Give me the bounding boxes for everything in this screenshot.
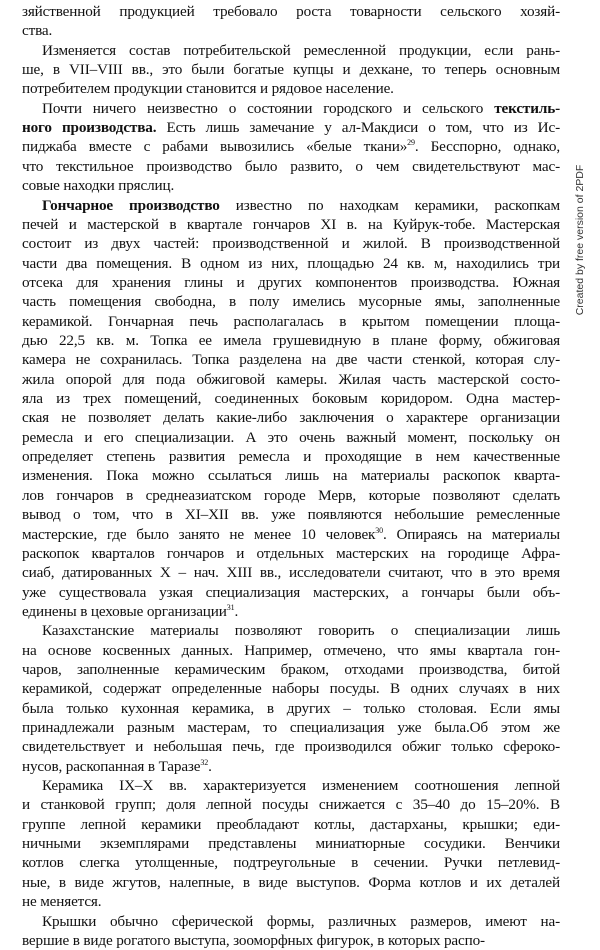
- line-text: дью 22,5 кв. м. Топка ее имела грушевидную в плане форму, обжиговая: [22, 332, 560, 349]
- bold-term: текстиль-: [494, 99, 560, 117]
- line-text: ше, в VII–VIII вв., это были богатые купцы и дехкане, то теперь основным: [22, 61, 560, 79]
- line-text: камера не сохранилась. Топка разделена на две части стенкой, которая слу-: [22, 351, 560, 369]
- line-text: и станковой групп; доля лепной посуды снижается с 35–40 до 15–20%. В: [22, 796, 560, 814]
- line-text: единены в цеховые организации: [22, 602, 227, 620]
- text-line: [22, 563, 560, 582]
- line-text-after: .: [234, 602, 239, 620]
- text-line: [22, 699, 560, 718]
- line-text: Керамика IX–X вв. характеризуется изменением соотношения лепной: [42, 777, 560, 794]
- line-text: Казахстанские материалы позволяют говорить о специализации лишь: [42, 622, 560, 640]
- footnote-ref: 31: [226, 602, 235, 612]
- text-line: [22, 486, 560, 505]
- text-line: [22, 525, 560, 544]
- text-line: [22, 641, 560, 660]
- line-text: группе лепной керамики преобладают котлы, дастарханы, крышки; еди-: [22, 815, 560, 833]
- line-text: Есть лишь замечание у ал-Макдиси о том, что из Ис-: [156, 119, 560, 137]
- text-line: [22, 2, 560, 21]
- line-text: состоит из двух частей: производственной и жилой. В производственной: [22, 235, 560, 253]
- line-text: ничными экземплярами представлены миниатюрные сосудики. Венчики: [22, 835, 560, 853]
- text-line: [22, 215, 560, 234]
- text-line: [22, 350, 560, 369]
- footnote-ref: 29: [407, 138, 415, 148]
- line-text: ская не позволяет делать какие-либо заключения о характере организации: [22, 409, 560, 427]
- text-line: [22, 254, 560, 273]
- line-text: нусов, раскопанная в Таразе: [22, 757, 201, 775]
- line-text: Крышки обычно сферической формы, различных размеров, имеют на-: [42, 912, 560, 930]
- line-text: жила опорой для пода обжиговой камеры. Жилая часть мастерской состо-: [22, 370, 560, 388]
- line-text-after: . Бесспорно, однако,: [414, 138, 561, 156]
- line-text-after: . Опираясь на материалы: [383, 525, 560, 543]
- text-line: [22, 447, 560, 466]
- line-text: вывод о том, что в XI–XII вв. уже появляются небольшие ремесленные: [22, 506, 560, 524]
- line-text: котлов слегка утолщенные, подтреугольные в сечении. Ручки петлевид-: [22, 854, 560, 872]
- text-line: [22, 331, 560, 350]
- text-line: [42, 41, 560, 60]
- line-text: свидетельствует и небольшая печь, где производился обжиг только сфероко-: [22, 738, 560, 756]
- text-line: [22, 466, 560, 485]
- text-line: [22, 834, 560, 853]
- line-text: потребителем продукции становится и рядовое население.: [22, 80, 394, 98]
- line-text: определяет степень развития ремесла и проходящие в нем качественные: [22, 448, 560, 466]
- line-text: чаров, заполненные керамическим браком, отходами производства, битой: [22, 660, 560, 678]
- line-text: пиджаба вместе с рабами вывозились «белые ткани»: [22, 138, 408, 156]
- text-line: [22, 737, 560, 756]
- watermark-text: Created by free version of 2PDF: [574, 164, 586, 316]
- line-text: керамикой. Гончарная печь располагалась в крытом помещении площа-: [22, 312, 560, 330]
- text-line: [22, 21, 560, 40]
- line-text: уже существовала узкая специализация мастерских, а гончары были объ-: [22, 583, 560, 601]
- line-text: яла из трех помещений, соединенных боковым коридором. Одна мастер-: [22, 390, 560, 407]
- line-text: раскопок кварталов гончаров и отдельных мастерских на городище Афра-: [22, 544, 560, 562]
- line-text: вершие в виде рогатого выступа, зооморфных фигурок, в которых распо-: [22, 931, 485, 949]
- text-line: [22, 505, 560, 524]
- text-line: [22, 718, 560, 737]
- text-line: [22, 795, 560, 814]
- line-text: части два помещения. В одном из них, площадью 24 кв. м, находились три: [22, 254, 560, 272]
- line-text: ные, в виде жгутов, налепные, в виде выступов. Форма котлов и их деталей: [22, 873, 560, 891]
- line-text: Изменяется состав потребительской ремесленной продукции, если рань-: [42, 41, 560, 59]
- line-text: Почти ничего неизвестно о состоянии городского и сельского: [42, 99, 495, 117]
- line-text: изменения. Пока можно ссылаться лишь на материалы раскопок кварта-: [22, 467, 560, 485]
- watermark: [567, 130, 593, 350]
- text-line: [42, 621, 560, 640]
- line-text: зяйственной продукцией требовало роста товарности сельского хозяй-: [22, 3, 560, 20]
- line-text: была только кухонная керамика, в других – только столовая. Если ямы: [22, 699, 560, 717]
- line-text: что текстильное производство было развито, о чем свидетельствуют мас-: [22, 157, 560, 175]
- text-line: [42, 776, 560, 795]
- text-line: [22, 428, 560, 447]
- bold-term: Гончарное производство: [42, 196, 220, 214]
- line-text: известно по находкам керамики, раскопкам: [219, 196, 560, 214]
- text-line: [22, 583, 560, 602]
- text-line: [22, 79, 560, 98]
- text-line: [22, 389, 560, 408]
- text-line: [22, 544, 560, 563]
- text-line: [22, 408, 560, 427]
- text-line: [22, 157, 560, 176]
- text-line: [42, 196, 560, 215]
- footnote-ref: 32: [200, 757, 209, 767]
- text-line: [22, 137, 560, 156]
- line-text: отсека для хранения глины и других компонентов производства. Южная: [22, 273, 560, 291]
- line-text: совые находки пряслиц.: [22, 177, 175, 195]
- line-text: часть помещения свободна, в полу имелись мусорные ямы, заполненные: [22, 293, 560, 311]
- line-text: на основе косвенных данных. Например, отмечено, что ямы квартала гон-: [22, 641, 560, 659]
- text-line: [22, 815, 560, 834]
- text-line: [22, 602, 560, 621]
- line-text: не меняется.: [22, 893, 102, 911]
- text-line: [42, 99, 560, 118]
- text-line: [22, 292, 560, 311]
- text-line: [22, 873, 560, 892]
- text-line: [22, 892, 560, 911]
- footnote-ref: 30: [375, 525, 383, 535]
- text-line: [22, 370, 560, 389]
- text-line: [22, 273, 560, 292]
- line-text: ремесла и его специализации. А это очень важный момент, поскольку он: [22, 428, 560, 446]
- line-text: печей и мастерской в квартале гончаров XI в. на Куйрук-тобе. Мастерская: [22, 215, 560, 233]
- line-text-after: .: [208, 757, 212, 775]
- line-text: принадлежали разным мастерам, то специализация уже была.Об этом же: [22, 719, 560, 736]
- text-line: [22, 679, 560, 698]
- line-text: сиаб, датированных X – нач. XIII вв., исследователи считают, что в это время: [22, 564, 560, 582]
- line-text: мастерские, где было занято не менее 10 человек: [22, 525, 376, 543]
- text-line: [22, 60, 560, 79]
- text-line: [22, 931, 560, 950]
- text-line: [22, 660, 560, 679]
- text-line: [22, 118, 560, 137]
- text-line: [22, 176, 560, 195]
- bold-term: ного производства.: [22, 119, 157, 137]
- text-line: [42, 912, 560, 931]
- line-text: ства.: [22, 22, 53, 40]
- text-line: [22, 312, 560, 331]
- line-text: керамикой, содержат определенные наборы посуды. В одних случаях в них: [22, 680, 560, 698]
- text-line: [22, 234, 560, 253]
- text-line: [22, 757, 560, 776]
- line-text: лов гончаров в среднеазиатском городе Мерв, которые позволяют сделать: [22, 486, 560, 504]
